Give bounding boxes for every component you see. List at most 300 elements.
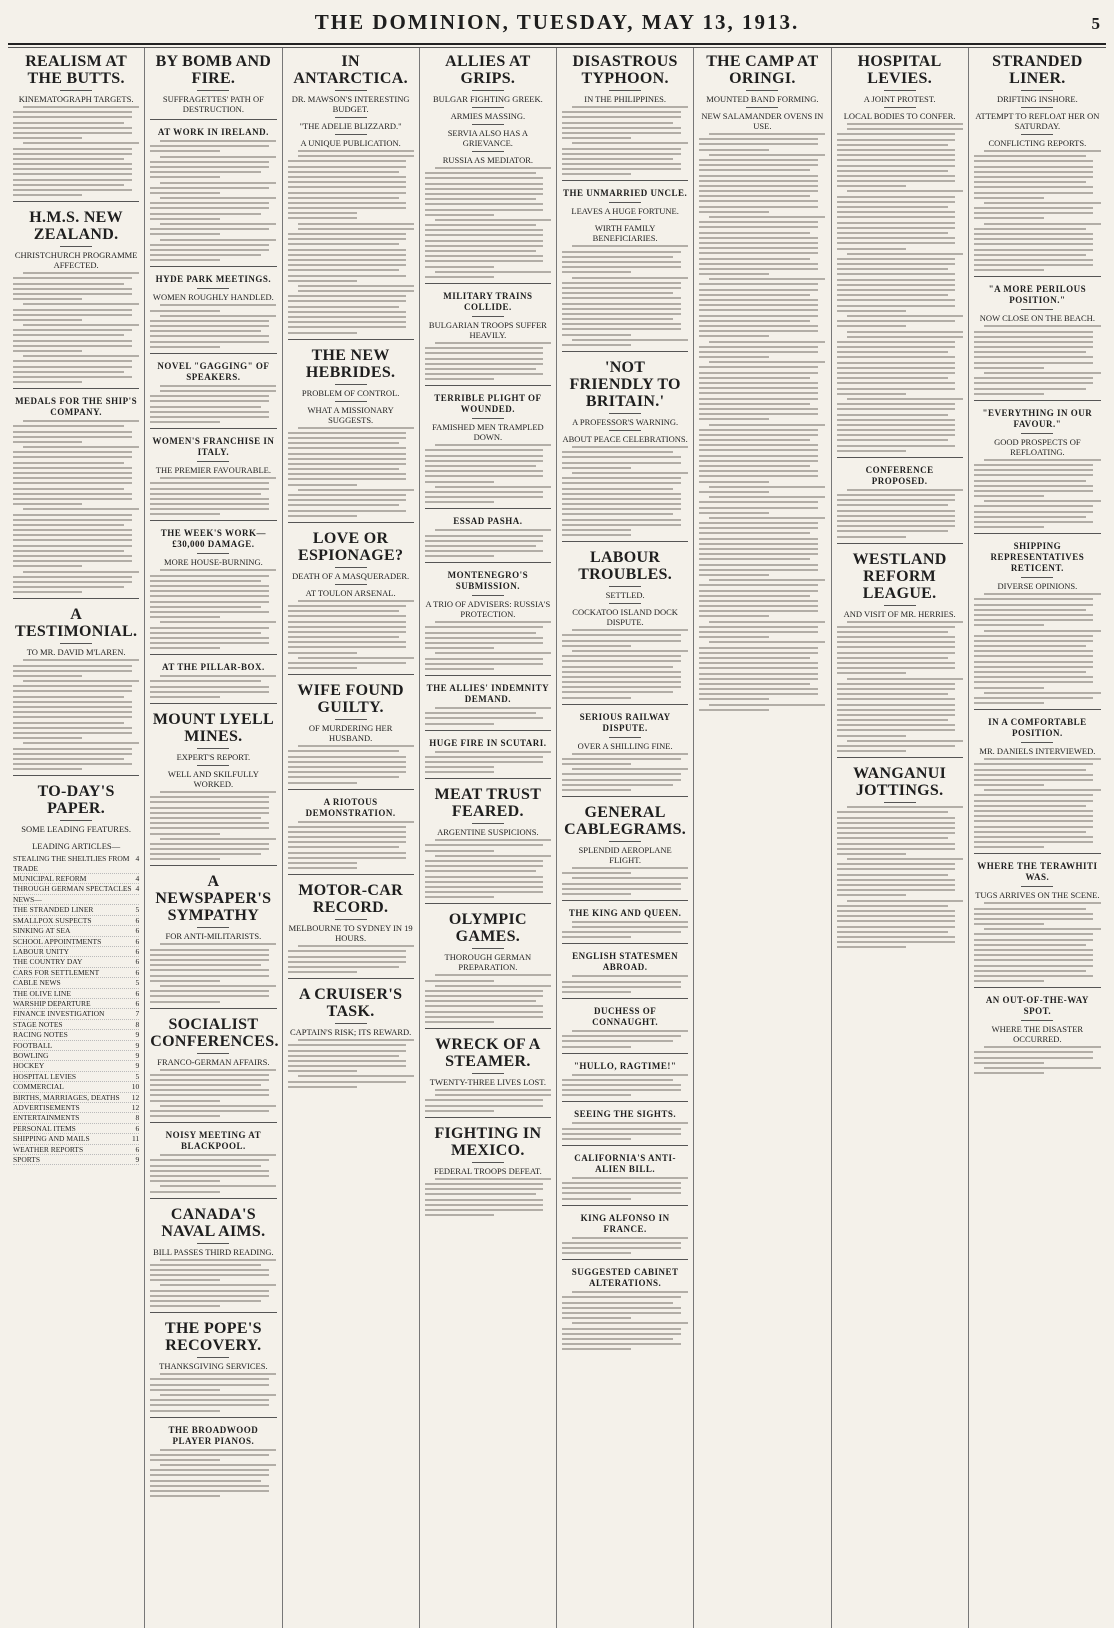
text-line: [23, 355, 139, 357]
text-line: [150, 1404, 269, 1406]
contents-page: 6: [135, 1123, 140, 1133]
text-line: [150, 632, 261, 634]
text-line: [562, 456, 681, 458]
text-line: [562, 163, 681, 165]
text-line: [709, 216, 825, 218]
article: [150, 1206, 276, 1314]
text-line: [150, 807, 269, 809]
text-line: [699, 398, 818, 400]
text-line: [974, 336, 1094, 338]
text-line: [13, 545, 132, 547]
text-line: [288, 515, 357, 517]
text-line: [562, 1343, 681, 1345]
rule: [335, 401, 367, 402]
text-line: [160, 390, 276, 392]
text-line: [974, 702, 1044, 704]
text-line: [160, 385, 276, 387]
text-line: [837, 154, 956, 156]
text-line: [288, 667, 357, 669]
text-line: [435, 751, 551, 753]
text-line: [425, 183, 544, 185]
text-line: [13, 194, 82, 196]
text-line: [572, 245, 688, 247]
text-line: [974, 160, 1094, 162]
text-line: [288, 626, 407, 628]
text-line: [572, 877, 688, 879]
text-line: [974, 959, 1094, 961]
text-line: [435, 1089, 551, 1091]
text-line: [13, 111, 132, 113]
text-line: [150, 980, 219, 982]
article: [974, 541, 1101, 710]
text-paragraph: [150, 1373, 276, 1411]
text-line: [150, 969, 269, 971]
text-line: [150, 848, 269, 850]
masthead: [8, 6, 1106, 45]
subheadline: AT TOULON ARSENAL.: [305, 587, 396, 598]
text-line: [13, 555, 132, 557]
text-line: [562, 1307, 681, 1309]
subheadline: THE UNMARRIED UNCLE.: [562, 188, 688, 199]
text-line: [160, 985, 276, 987]
text-line: [974, 1072, 1044, 1074]
subheadline: RUSSIA AS MEDIATOR.: [442, 155, 534, 165]
subheadline: WELL AND SKILFULLY WORKED.: [167, 769, 259, 789]
rule: [197, 288, 229, 289]
text-line: [13, 122, 124, 124]
text-line: [288, 212, 357, 214]
text-line: [837, 724, 956, 726]
text-line: [837, 258, 956, 260]
text-line: [837, 894, 906, 896]
text-paragraph: [425, 621, 551, 670]
headline: REALISM AT THE BUTTS.: [25, 53, 128, 87]
text-line: [562, 893, 631, 895]
article: [562, 1153, 688, 1206]
section-divider: [562, 704, 688, 705]
text-line: [974, 604, 1094, 606]
text-line: [837, 525, 956, 527]
text-line: [699, 387, 818, 389]
text-line: [288, 259, 407, 261]
text-line: [13, 488, 124, 490]
subheadline: CONFERENCE PROPOSED.: [865, 464, 934, 486]
contents-item: [13, 947, 139, 957]
text-line: [837, 279, 956, 281]
text-line: [699, 232, 810, 234]
text-line: [150, 1264, 261, 1266]
text-line: [699, 356, 768, 358]
text-line: [150, 1274, 269, 1276]
text-line: [425, 850, 494, 852]
column-1: [8, 48, 145, 1628]
contents-label: PERSONAL ITEMS: [13, 1123, 76, 1133]
text-line: [837, 445, 956, 447]
text-paragraph: [562, 1177, 688, 1200]
headline: ALLIES AT GRIPS.: [445, 53, 531, 87]
text-line: [562, 519, 681, 521]
text-paragraph: [288, 427, 414, 517]
text-line: [562, 779, 681, 781]
text-line: [150, 187, 269, 189]
contents-item: [13, 1041, 139, 1051]
rule: [197, 1243, 229, 1244]
text-line: [13, 665, 132, 667]
text-line: [974, 970, 1086, 972]
rule: [472, 1162, 504, 1163]
text-line: [562, 666, 673, 668]
text-line: [150, 611, 269, 613]
rule: [472, 823, 504, 824]
text-line: [13, 727, 132, 729]
text-line: [425, 1005, 544, 1007]
text-line: [160, 1373, 276, 1375]
article: [562, 1006, 688, 1054]
text-line: [699, 657, 810, 659]
text-line: [984, 202, 1101, 204]
text-line: [572, 1122, 688, 1124]
text-line: [837, 294, 948, 296]
text-line: [837, 536, 906, 538]
text-line: [837, 931, 948, 933]
text-line: [288, 641, 407, 643]
text-line: [562, 1035, 681, 1037]
subheadline: SOME LEADING FEATURES.: [21, 824, 132, 835]
text-line: [562, 308, 681, 310]
text-line: [425, 491, 544, 493]
text-line: [288, 761, 407, 763]
text-paragraph: [13, 420, 139, 593]
text-line: [150, 580, 261, 582]
text-line: [13, 758, 124, 760]
text-line: [150, 310, 219, 312]
text-line: [425, 214, 494, 216]
text-line: [288, 615, 407, 617]
text-line: [425, 260, 544, 262]
subheadline: SEEING THE SIGHTS.: [574, 1109, 677, 1120]
text-line: [13, 498, 132, 500]
article: [562, 804, 688, 901]
text-line: [288, 499, 407, 501]
text-line: [288, 1044, 407, 1046]
text-line: [13, 716, 132, 718]
text-line: [974, 846, 1044, 848]
text-line: [709, 133, 825, 135]
text-line: [425, 188, 544, 190]
text-line: [974, 826, 1094, 828]
text-line: [288, 1070, 357, 1072]
headline: CANADA'S NAVAL AIMS.: [161, 1205, 266, 1240]
text-line: [160, 1394, 276, 1396]
subheadline: MORE HOUSE-BURNING.: [164, 557, 263, 568]
text-line: [288, 447, 407, 449]
text-line: [288, 458, 407, 460]
text-line: [974, 490, 1094, 492]
text-line: [425, 555, 494, 557]
section-divider: [425, 675, 551, 676]
article: [562, 951, 688, 999]
text-line: [150, 416, 269, 418]
text-line: [837, 216, 956, 218]
text-line: [984, 500, 1101, 502]
text-line: [288, 484, 357, 486]
text-line: [13, 381, 82, 383]
text-paragraph: [974, 459, 1101, 528]
text-line: [150, 1110, 269, 1112]
text-line: [837, 434, 956, 436]
text-line: [974, 655, 1094, 657]
section-divider: [288, 978, 414, 979]
text-line: [562, 1198, 631, 1200]
text-line: [160, 239, 276, 241]
text-line: [150, 493, 261, 495]
subheadline: SETTLED.: [605, 590, 645, 601]
article: [13, 783, 139, 834]
contents-page: 9: [135, 1040, 140, 1050]
text-line: [288, 662, 407, 664]
text-line: [562, 292, 673, 294]
subheadline: COCKATOO ISLAND DOCK DISPUTE.: [572, 607, 678, 628]
text-line: [699, 548, 818, 550]
text-line: [974, 388, 1086, 390]
text-line: [699, 211, 768, 213]
text-line: [562, 266, 681, 268]
text-paragraph: [150, 1259, 276, 1308]
text-line: [150, 691, 269, 693]
text-line: [837, 884, 956, 886]
text-line: [572, 1074, 688, 1076]
text-line: [160, 1154, 276, 1156]
text-line: [150, 171, 261, 173]
contents-label: THE OLIVE LINE: [13, 988, 71, 998]
contents-label: THE COUNTRY DAY: [13, 957, 83, 967]
text-line: [837, 905, 948, 907]
section-divider: [150, 865, 276, 866]
article: [288, 882, 414, 979]
text-line: [562, 297, 681, 299]
text-line: [13, 482, 132, 484]
text-line: [150, 1279, 219, 1281]
headline: 'NOT FRIENDLY TO BRITAIN.': [569, 359, 681, 410]
text-line: [837, 662, 956, 664]
text-line: [699, 372, 818, 374]
text-line: [150, 1485, 269, 1487]
text-paragraph: [837, 621, 963, 753]
subheadline: DR. MAWSON'S INTERESTING BUDGET.: [291, 94, 410, 114]
text-line: [288, 841, 407, 843]
text-line: [150, 1159, 269, 1161]
rule: [884, 107, 916, 108]
text-line: [699, 538, 818, 540]
text-line: [837, 450, 906, 452]
text-line: [837, 175, 956, 177]
text-paragraph: [425, 839, 551, 898]
text-line: [974, 949, 1094, 951]
text-line: [562, 773, 681, 775]
text-line: [837, 910, 956, 912]
text-line: [974, 176, 1094, 178]
text-line: [160, 1105, 276, 1107]
headline: MOUNT LYELL MINES.: [152, 711, 274, 745]
section-divider: [562, 900, 688, 901]
text-line: [562, 681, 681, 683]
text-line: [562, 888, 681, 890]
text-line: [13, 732, 132, 734]
text-line: [699, 449, 818, 451]
text-line: [837, 636, 956, 638]
contents-item: [13, 1009, 139, 1019]
text-line: [974, 918, 1094, 920]
text-line: [847, 900, 963, 902]
text-paragraph: [288, 223, 414, 282]
text-line: [288, 254, 407, 256]
text-line: [699, 185, 818, 187]
text-line: [699, 465, 810, 467]
text-line: [837, 735, 906, 737]
subheadline: OF MURDERING HER HUSBAND.: [308, 723, 393, 744]
text-line: [562, 344, 631, 346]
article: [288, 53, 414, 340]
subheadline: AN OUT-OF-THE-WAY SPOT.: [985, 995, 1089, 1017]
text-line: [699, 439, 810, 441]
subheadline: THANKSGIVING SERVICES.: [159, 1361, 268, 1372]
section-divider: [150, 1122, 276, 1123]
text-line: [572, 926, 688, 928]
text-line: [562, 318, 673, 320]
article: [974, 995, 1101, 1074]
text-paragraph: [562, 1074, 688, 1097]
text-line: [288, 249, 407, 251]
article: [974, 284, 1101, 400]
text-line: [23, 742, 139, 744]
text-line: [150, 858, 219, 860]
contents-page: 8: [135, 1019, 140, 1029]
rule: [609, 219, 641, 220]
text-paragraph: [13, 659, 139, 770]
text-line: [425, 481, 494, 483]
text-line: [23, 420, 139, 422]
subheadline: BULGARIAN TROOPS SUFFER HEAVILY.: [428, 319, 547, 340]
text-line: [288, 750, 399, 752]
text-line: [160, 156, 276, 158]
text-line: [709, 486, 825, 488]
text-line: [160, 621, 276, 623]
text-line: [562, 671, 681, 673]
subheadline: AND VISIT OF MR. HERRIES.: [843, 608, 956, 619]
contents-label: ENTERTAINMENTS: [13, 1113, 80, 1123]
text-line: [699, 673, 818, 675]
subheadline: "EVERYTHING IN OUR FAVOUR.": [982, 407, 1093, 429]
text-line: [425, 896, 494, 898]
text-line: [425, 373, 544, 375]
section-divider: [13, 775, 139, 776]
text-line: [572, 768, 688, 770]
article: [837, 551, 963, 759]
section-divider: [974, 533, 1101, 534]
rule: [472, 90, 504, 91]
article: [562, 549, 688, 704]
text-line: [288, 631, 407, 633]
section-divider: [425, 385, 551, 386]
text-line: [150, 590, 269, 592]
text-line: [13, 477, 132, 479]
text-line: [562, 462, 681, 464]
text-line: [150, 817, 261, 819]
text-line: [699, 455, 818, 457]
contents-page: 9: [135, 1061, 140, 1071]
contents-item: [13, 884, 139, 894]
text-line: [288, 494, 407, 496]
text-line: [699, 346, 818, 348]
text-line: [974, 650, 1094, 652]
column-2: [145, 48, 282, 1628]
text-line: [288, 186, 407, 188]
text-paragraph: [425, 1089, 551, 1112]
rule: [1021, 134, 1053, 135]
text-line: [847, 123, 963, 125]
text-line: [425, 455, 544, 457]
subheadline: TWENTY-THREE LIVES LOST.: [429, 1077, 546, 1087]
text-line: [837, 227, 956, 229]
text-line: [288, 971, 357, 973]
text-paragraph: [13, 272, 139, 321]
rule: [746, 90, 778, 91]
subheadline: FOR ANTI-MILITARISTS.: [165, 931, 262, 942]
text-paragraph: [699, 341, 825, 493]
text-line: [150, 145, 269, 147]
text-paragraph: [425, 167, 551, 216]
text-line: [562, 1252, 631, 1254]
text-line: [562, 173, 631, 175]
text-line: [425, 177, 544, 179]
text-line: [974, 249, 1094, 251]
text-line: [288, 846, 399, 848]
text-line: [150, 637, 269, 639]
text-line: [425, 1021, 494, 1023]
text-line: [425, 465, 536, 467]
text-line: [298, 600, 414, 602]
text-line: [288, 510, 407, 512]
text-line: [699, 138, 818, 140]
text-line: [837, 704, 956, 706]
text-line: [974, 351, 1086, 353]
article: [974, 717, 1101, 854]
text-paragraph: [425, 1178, 551, 1216]
contents-heading: LEADING ARTICLES—: [32, 841, 121, 852]
section-divider: [562, 998, 688, 999]
text-line: [699, 590, 818, 592]
contents-item: [13, 1103, 139, 1113]
text-line: [974, 155, 1086, 157]
text-line: [699, 652, 818, 654]
text-line: [425, 712, 536, 714]
text-line: [974, 480, 1086, 482]
text-line: [288, 504, 399, 506]
text-line: [562, 686, 681, 688]
text-line: [150, 259, 219, 261]
section-divider: [288, 874, 414, 875]
text-line: [288, 207, 407, 209]
text-line: [425, 771, 494, 773]
text-paragraph: [288, 821, 414, 870]
contents-page: 5: [135, 978, 140, 988]
text-line: [699, 221, 818, 223]
text-line: [562, 1348, 631, 1350]
text-paragraph: [288, 745, 414, 783]
headline: THE POPE'S RECOVERY.: [164, 1320, 262, 1355]
subheadline: FEDERAL TROOPS DEFEAT.: [433, 1165, 542, 1176]
contents-label: BIRTHS, MARRIAGES, DEATHS: [13, 1092, 120, 1102]
